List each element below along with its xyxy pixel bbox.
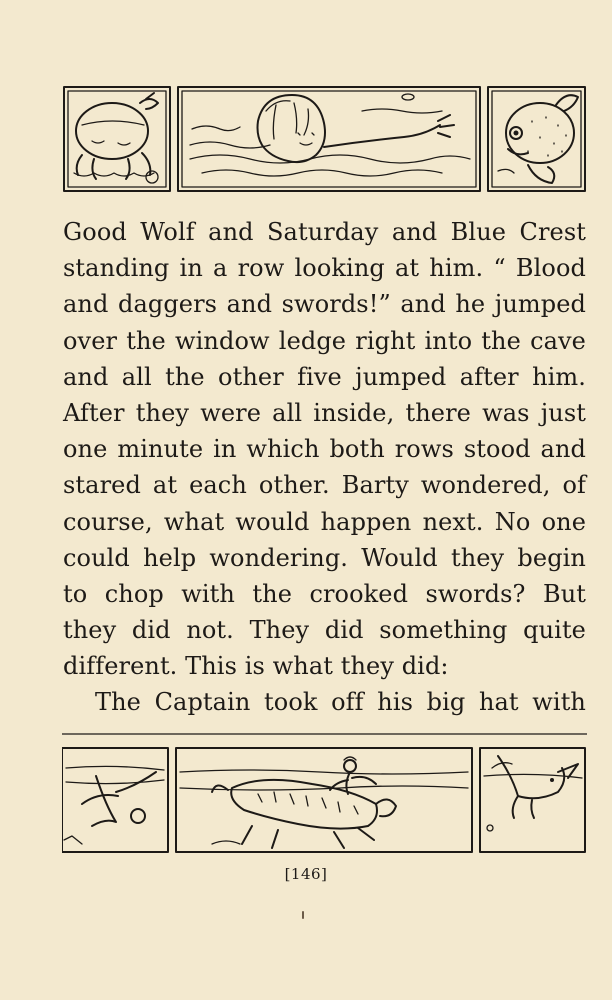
text-line: to chop with the crooked swords? But <box>63 579 586 608</box>
crab-icon <box>74 93 158 183</box>
page-number: [146] <box>284 865 328 883</box>
bird-icon <box>484 756 582 831</box>
ink-speck <box>302 911 304 919</box>
header-illustration <box>62 81 587 198</box>
crab-panel <box>64 87 170 191</box>
text-line: After they were all inside, there was just <box>63 398 586 427</box>
body-text <box>63 214 586 721</box>
monkey-icon <box>64 766 164 844</box>
text-line: they did not. They did something quite <box>63 616 586 645</box>
text-line: different. This is what they did: <box>63 652 449 681</box>
goat-icon <box>180 757 468 848</box>
swimmer-icon <box>190 94 470 176</box>
bird-panel <box>480 748 585 852</box>
text-line: Good Wolf and Saturday and Blue Crest <box>63 218 586 246</box>
swimmer-panel <box>178 87 480 191</box>
monkey-panel <box>62 748 168 852</box>
goat-panel <box>176 748 472 852</box>
text-line: over the window ledge right into the cave <box>63 326 586 355</box>
text-line: standing in a row looking at him. “ Blood <box>63 254 586 283</box>
text-line: and all the other five jumped after him. <box>63 362 586 391</box>
text-line: could help wondering. Would they begin <box>63 543 586 572</box>
text-line: course, what would happen next. No one <box>63 507 586 536</box>
text-line: stared at each other. Barty wondered, of <box>63 471 586 500</box>
fish-icon <box>498 95 578 183</box>
footer-illustration <box>62 732 587 856</box>
text-line: and daggers and swords!” and he jumped <box>63 290 586 319</box>
fish-panel <box>488 87 585 191</box>
text-line: one minute in which both rows stood and <box>63 435 586 464</box>
text-line: The Captain took off his big hat with <box>95 688 586 717</box>
